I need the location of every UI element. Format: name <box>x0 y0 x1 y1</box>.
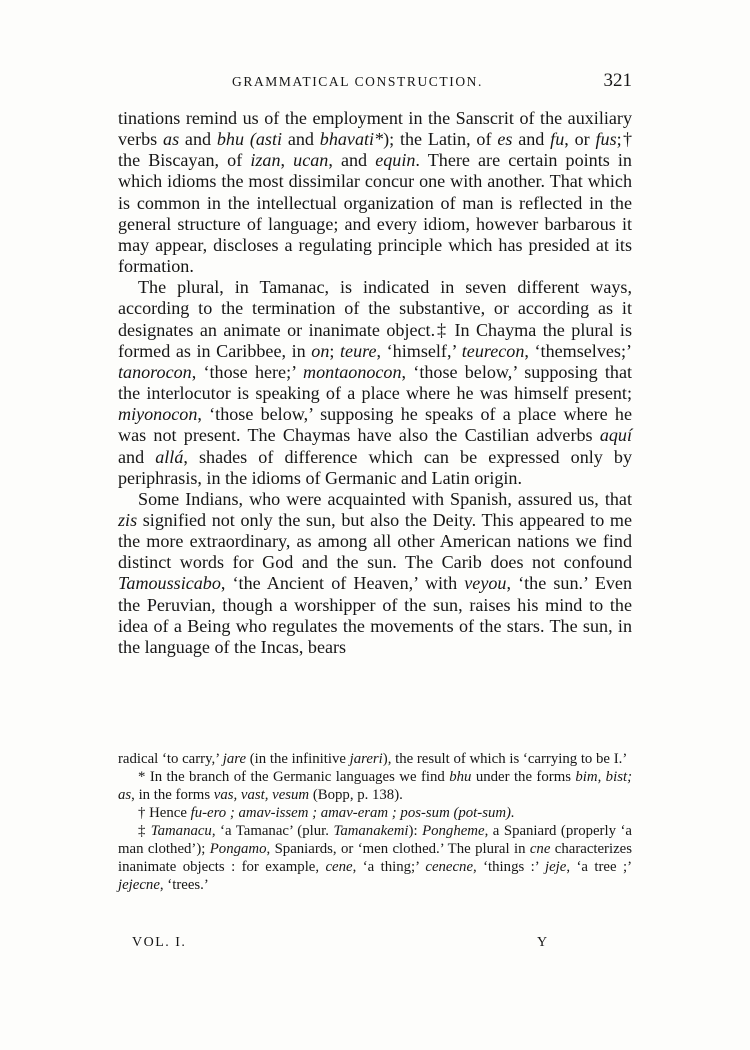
italic-term: montaonocon <box>303 361 402 382</box>
text-run: (in the infinitive <box>246 751 350 767</box>
text-run: , ‘things :’ <box>473 859 545 875</box>
italic-term: jeje <box>545 859 567 875</box>
text-run: (Bopp, p. 138). <box>309 787 403 803</box>
text-run: radical ‘to carry,’ <box>118 751 223 767</box>
italic-term: equin <box>375 150 416 171</box>
text-run: , Spaniards, or ‘men clothed.’ The plural in <box>266 841 530 857</box>
italic-term: jejecne <box>118 877 160 893</box>
text-run: tinations remind us of the employment in the Sanscrit of the auxiliary verbs <box>118 108 632 150</box>
text-run: ‡ <box>138 823 151 839</box>
text-run: and <box>282 129 320 150</box>
text-run: , ‘those here;’ <box>191 361 304 382</box>
text-run: characterizes inanimate objects : for example, <box>118 841 632 875</box>
text-run: under the forms <box>471 769 576 785</box>
text-run: ; <box>329 340 341 361</box>
italic-term: izan <box>250 150 281 171</box>
text-run: signified not only the sun, but also the Deity. This appeared to me the more extraordinary, as among all other American nations we find distinct words for God and the sun. The Carib does not confound <box>118 509 632 573</box>
italic-term: tanorocon <box>118 361 192 382</box>
page-number: 321 <box>603 70 632 91</box>
italic-term: Tamanakemi <box>333 823 409 839</box>
italic-term: vas, vast, vesum <box>213 787 310 803</box>
paragraph <box>118 277 632 489</box>
italic-term: cenecne <box>425 859 474 875</box>
text-run: , ‘a thing;’ <box>352 859 426 875</box>
text-run: , ‘a Tamanac’ (plur. <box>211 823 334 839</box>
text-run: Some Indians, who were acquainted with Spanish, assured us, that <box>138 488 632 509</box>
body-text <box>118 108 632 658</box>
volume-label: VOL. I. <box>132 935 187 950</box>
italic-term: teurecon <box>461 340 525 361</box>
italic-term: jareri <box>349 751 383 767</box>
italic-term: aquí <box>599 425 632 446</box>
paragraph <box>118 108 632 277</box>
text-run: , in the forms <box>131 787 214 803</box>
italic-term: Pongamo <box>209 841 267 857</box>
footnotes <box>118 750 632 894</box>
text-run: * In the branch of the Germanic languages we find <box>138 769 450 785</box>
italic-term: bhavati* <box>319 129 384 150</box>
italic-term: teure <box>340 340 377 361</box>
text-run: , ‘trees.’ <box>159 877 209 893</box>
italic-term: fu <box>550 129 565 150</box>
italic-term: jare <box>222 751 247 767</box>
paragraph <box>118 489 632 658</box>
text-run: , ‘the Ancient of Heaven,’ with <box>220 573 465 594</box>
running-head <box>118 72 632 96</box>
text-run: , ‘themselves;’ <box>524 340 633 361</box>
footnote <box>118 822 632 894</box>
text-run: , and <box>328 150 376 171</box>
text-run: and <box>512 129 551 150</box>
italic-term: bhu (asti <box>216 129 283 150</box>
text-run: , <box>280 150 294 171</box>
text-run: and <box>179 129 217 150</box>
text-run: The plural, in Tamanac, is indicated in seven different ways, according to the termination of the substantive, or according as it designates an animate or inanimate object.‡ In Chayma the plural is formed as in Caribbee, in <box>118 277 632 361</box>
italic-term: allá <box>155 446 184 467</box>
text-run: , ‘the sun.’ Even the Peruvian, though a worshipper of the sun, raises his mind to the idea of a Being who regulates the movements of the stars. The sun, in the language of the Incas, bears <box>118 573 632 657</box>
italic-term: zis <box>118 509 138 530</box>
italic-term: cene <box>325 859 353 875</box>
italic-term: veyou <box>464 573 507 594</box>
italic-term: on <box>311 340 330 361</box>
italic-term: as <box>163 129 180 150</box>
text-run: , ‘those below,’ supposing that the interlocutor is speaking of a place where he was himself present; <box>118 361 633 404</box>
signature-mark: Y <box>537 935 548 950</box>
text-run: , ‘a tree ;’ <box>566 859 632 875</box>
text-run: . There are certain points in which idioms the most dissimilar concur one with another. That which is common in the intellectual organization of man is reflected in the general structure of language; and every idiom, however barbarous it may appear, discloses a regulating principle which has presided at its formation. <box>118 150 632 277</box>
text-run: ); the Latin, of <box>383 129 498 150</box>
text-run: , ‘himself,’ <box>376 340 462 361</box>
italic-term: es <box>497 129 513 150</box>
text-run: , shades of difference which can be expressed only by periphrasis, in the idioms of Germanic and Latin origin. <box>118 446 632 488</box>
text-run: ;† the Biscayan, of <box>118 129 632 171</box>
italic-term: cne <box>529 841 551 857</box>
text-run: ), the result of which is ‘carrying to be I.’ <box>382 751 628 767</box>
text-run: ): <box>408 823 423 839</box>
italic-term: fus <box>595 129 617 150</box>
italic-term: ucan <box>293 150 329 171</box>
text-run: , a Spaniard (properly ‘a man clothed’); <box>118 823 632 857</box>
footnote <box>118 768 632 804</box>
italic-term: Pongheme <box>422 823 485 839</box>
signature-line <box>132 935 572 955</box>
text-run: , ‘those below,’ supposing he speaks of a place where he was not present. The Chaymas have also the Castilian adverbs <box>118 404 632 446</box>
text-run: † Hence <box>138 805 191 821</box>
italic-term: bim, bist; as <box>118 769 632 803</box>
footnote-continuation <box>118 750 632 768</box>
italic-term: Tamoussicabo <box>118 573 221 594</box>
running-title: GRAMMATICAL CONSTRUCTION. <box>232 74 484 89</box>
footnote <box>118 804 632 822</box>
italic-term: fu-ero ; amav-issem ; amav-eram ; pos-sum (pot-sum). <box>190 805 515 821</box>
italic-term: miyonocon <box>118 404 198 425</box>
italic-term: bhu <box>449 769 472 785</box>
italic-term: Tamanacu <box>150 823 212 839</box>
text-run: and <box>118 446 156 467</box>
text-run: , or <box>564 129 596 150</box>
